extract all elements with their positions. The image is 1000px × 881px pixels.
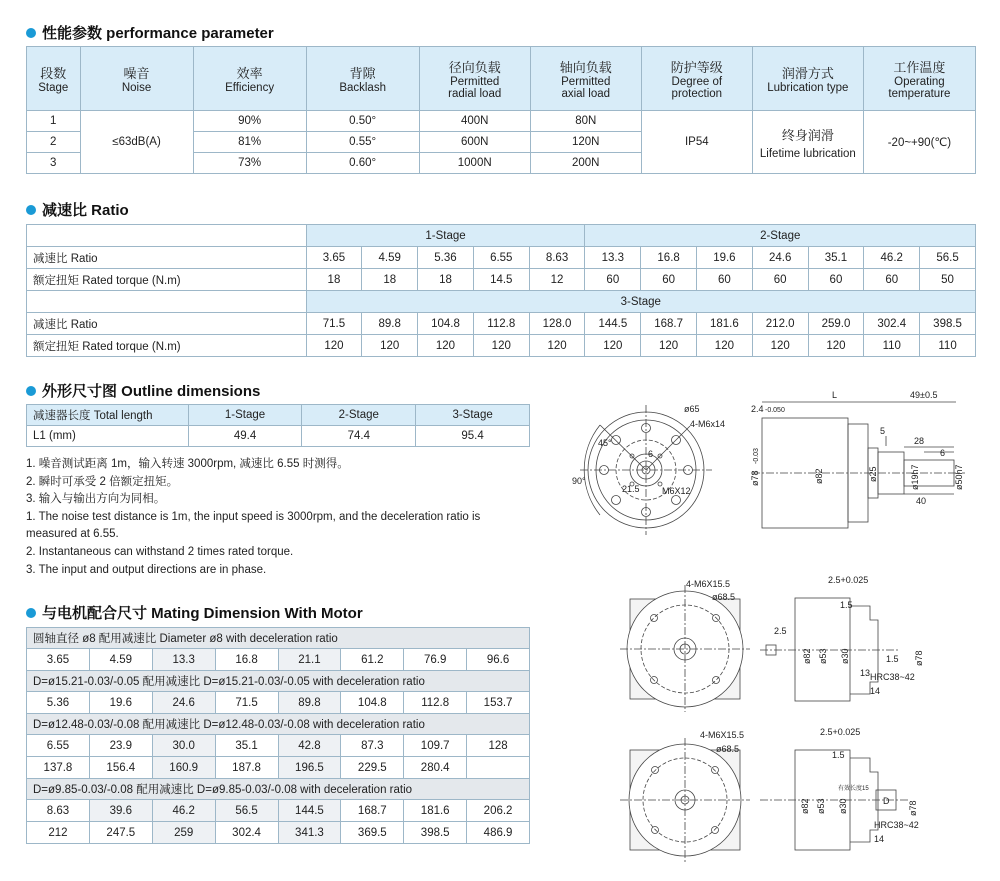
d1-r6: 6: [648, 449, 654, 459]
performance-title-text: 性能参数 performance parameter: [42, 25, 274, 42]
mating-group-title: D=ø9.85-0.03/-0.08 配用减速比 D=ø9.85-0.03/-0.08 with deceleration ratio: [27, 779, 530, 800]
efficiency-cell: 90%: [193, 111, 306, 132]
radial-load-cell: 400N: [419, 111, 530, 132]
header-line: 润滑方式: [781, 66, 834, 81]
stage3-header: 3-Stage: [306, 291, 975, 313]
mating-ratio-cell: 398.5: [404, 822, 467, 844]
mating-ratio-cell: 16.8: [215, 649, 278, 671]
d4-phi685: ø68.5: [716, 744, 740, 754]
mating-ratio-cell: 6.55: [27, 735, 90, 757]
header-line: 径向负载: [448, 60, 501, 75]
ratio-value-cell: 212.0: [752, 313, 808, 335]
mating-ratio-cell: 302.4: [215, 822, 278, 844]
ratio-value-cell: 110: [920, 335, 976, 357]
ratio-value-cell: 128.0: [529, 313, 585, 335]
note-line: 1. The noise test distance is 1m, the input speed is 3000rpm, and the deceleration ratio is: [26, 510, 481, 523]
mating-ratio-cell: 206.2: [467, 800, 530, 822]
note-line: 2. 瞬时可承受 2 倍额定扭矩。: [26, 475, 179, 488]
backlash-cell: 0.60°: [306, 153, 419, 174]
header-line: 效率: [236, 66, 263, 81]
d1-angle45: 45°: [598, 438, 612, 448]
mating-front-view-2: [620, 730, 750, 862]
mating-ratio-cell: 21.1: [278, 649, 341, 671]
header-line: Permitted: [561, 76, 611, 88]
d2-phi50: ø50h7: [954, 464, 964, 490]
temperature-cell: -20~+90(℃): [863, 111, 975, 174]
ratio-value-cell: 168.7: [641, 313, 697, 335]
ratio-value-cell: 19.6: [697, 247, 753, 269]
ratio-value-cell: 71.5: [306, 313, 362, 335]
note-line: 3. The input and output directions are in phase.: [26, 563, 267, 576]
mating-group-title: 圆轴直径 ø8 配用减速比 Diameter ø8 with deceleration ratio: [27, 628, 530, 649]
ratio-value-cell: 18: [418, 269, 474, 291]
mating-ratio-cell: 46.2: [152, 800, 215, 822]
ratio-value-cell: 60: [641, 269, 697, 291]
mating-ratio-cell: 181.6: [404, 800, 467, 822]
header-line: protection: [671, 88, 723, 100]
stage-cell: 3: [27, 153, 81, 174]
radial-load-cell: 1000N: [419, 153, 530, 174]
mating-ratio-cell: 109.7: [404, 735, 467, 757]
ratio-value-cell: 398.5: [920, 313, 976, 335]
ratio-value-cell: 46.2: [864, 247, 920, 269]
d3-v13: 13: [860, 668, 871, 678]
d4-v15: 1.5: [832, 750, 845, 760]
ratio-value-cell: 120: [362, 335, 418, 357]
d2-tol: -0.050: [765, 407, 785, 414]
axial-load-cell: 200N: [530, 153, 641, 174]
mating-ratio-cell: 259: [152, 822, 215, 844]
stage-cell: 2: [27, 132, 81, 153]
d2-phi25: ø25: [868, 466, 878, 482]
d2-28: 28: [914, 436, 925, 446]
d4-phi78: ø78: [908, 800, 918, 816]
axial-load-cell: 80N: [530, 111, 641, 132]
mating-ratio-cell: 247.5: [89, 822, 152, 844]
d2-phi82: ø82: [814, 468, 824, 484]
mating-ratio-cell: 87.3: [341, 735, 404, 757]
header-line: axial load: [561, 88, 611, 100]
d2-phi19: ø19h7: [910, 464, 920, 490]
ratio-title-text: 减速比 Ratio: [42, 202, 129, 219]
header-line: Backlash: [339, 82, 386, 94]
ratio-value-cell: 6.55: [473, 247, 529, 269]
mating-front-view-1: [620, 579, 750, 712]
radial-load-cell: 600N: [419, 132, 530, 153]
mating-ratio-cell: 4.59: [89, 649, 152, 671]
note-line: 3. 输入与输出方向为同相。: [26, 493, 166, 506]
d2-tol78: -0.03: [753, 448, 760, 464]
l1-value: 74.4: [302, 426, 416, 447]
d4-D: D: [883, 796, 890, 806]
ratio-value-cell: 50: [920, 269, 976, 291]
ratio-value-cell: 120: [697, 335, 753, 357]
mating-ratio-cell: 35.1: [215, 735, 278, 757]
note-line: 1. 噪音测试距离 1m，输入转速 3000rpm, 减速比 6.55 时测得。: [26, 458, 349, 470]
ratio-value-cell: 110: [864, 335, 920, 357]
ratio-value-cell: 60: [585, 269, 641, 291]
mating-side-view-2: [760, 727, 919, 850]
mating-ratio-cell: 30.0: [152, 735, 215, 757]
header-line: Degree of: [671, 76, 723, 88]
protection-cell: IP54: [641, 111, 752, 174]
mating-ratio-cell: 280.4: [404, 757, 467, 779]
mating-ratio-cell: 168.7: [341, 800, 404, 822]
outline-title-text: 外形尺寸图 Outline dimensions: [42, 383, 261, 400]
mating-ratio-cell: 196.5: [278, 757, 341, 779]
mating-ratio-cell: 56.5: [215, 800, 278, 822]
mating-side-view-1: [760, 575, 924, 701]
d3-phi685: ø68.5: [712, 592, 736, 602]
ratio-value-cell: 60: [697, 269, 753, 291]
ratio-value-cell: 120: [473, 335, 529, 357]
d4-v25t: 2.5+0.025: [820, 727, 861, 737]
d3-hrc: HRC38~42: [870, 672, 915, 682]
header-line: temperature: [888, 88, 951, 100]
ratio-value-cell: 14.5: [473, 269, 529, 291]
d4-v14: 14: [874, 834, 885, 844]
d1-r215: 21.5: [622, 484, 640, 494]
ratio-label: 减速比 Ratio: [27, 247, 307, 269]
header-line: 防护等级: [670, 60, 723, 75]
d3-v15b: 1.5: [886, 654, 899, 664]
mating-ratio-cell: 39.6: [89, 800, 152, 822]
ratio-value-cell: 18: [362, 269, 418, 291]
d2-forty: 40: [916, 496, 927, 506]
mating-ratio-cell: 187.8: [215, 757, 278, 779]
ratio-value-cell: 181.6: [697, 313, 753, 335]
mating-ratio-cell: 23.9: [89, 735, 152, 757]
d3-phi30: ø30: [840, 648, 850, 664]
ratio-value-cell: 259.0: [808, 313, 864, 335]
stage3-header: 3-Stage: [416, 405, 530, 426]
d3-v25t: 2.5+0.025: [828, 575, 869, 585]
mating-group-title: D=ø15.21-0.03/-0.05 配用减速比 D=ø15.21-0.03/-0.05 with deceleration ratio: [27, 671, 530, 692]
mating-ratio-cell: 128: [467, 735, 530, 757]
mating-ratio-cell: 61.2: [341, 649, 404, 671]
d3-v25: 2.5: [774, 626, 787, 636]
mating-ratio-cell: 153.7: [467, 692, 530, 714]
torque-label: 额定扭矩 Rated torque (N.m): [27, 335, 307, 357]
mating-ratio-cell: 13.3: [152, 649, 215, 671]
ratio-value-cell: 120: [808, 335, 864, 357]
l1-label: L1 (mm): [27, 426, 189, 447]
note-line: measured at 6.55.: [26, 528, 119, 541]
header-line: Stage: [38, 82, 69, 94]
ratio-value-cell: 13.3: [585, 247, 641, 269]
ratio-value-cell: 120: [752, 335, 808, 357]
d1-m6x12: M6X12: [662, 486, 691, 496]
d2-six: 6: [940, 448, 946, 458]
d3-v15: 1.5: [840, 600, 853, 610]
d3-m6: 4-M6X15.5: [686, 579, 731, 589]
ratio-value-cell: 120: [641, 335, 697, 357]
note-line: 2. Instantaneous can withstand 2 times rated torque.: [26, 545, 294, 558]
d3-phi82: ø82: [802, 648, 812, 664]
lube-en: Lifetime lubrication: [759, 147, 856, 160]
efficiency-cell: 73%: [193, 153, 306, 174]
header-line: Lubrication type: [767, 82, 849, 94]
ratio-value-cell: 56.5: [920, 247, 976, 269]
mating-ratio-cell: 486.9: [467, 822, 530, 844]
d4-hrc: HRC38~42: [874, 820, 919, 830]
mating-ratio-cell: 76.9: [404, 649, 467, 671]
ratio-value-cell: 35.1: [808, 247, 864, 269]
ratio-label: 减速比 Ratio: [27, 313, 307, 335]
lube-cn: 终身润滑: [781, 127, 834, 143]
d2-five: 5: [880, 426, 886, 436]
mating-ratio-cell: 24.6: [152, 692, 215, 714]
d2-s49: 49±0.5: [910, 390, 938, 400]
d2-len: 2.4: [751, 404, 764, 414]
d4-phi30: ø30: [838, 798, 848, 814]
header-line: Permitted: [450, 76, 500, 88]
ratio-value-cell: 60: [864, 269, 920, 291]
mating-ratio-cell: 112.8: [404, 692, 467, 714]
ratio-value-cell: 12: [529, 269, 585, 291]
noise-cell: ≤63dB(A): [80, 111, 193, 174]
mating-ratio-cell: 71.5: [215, 692, 278, 714]
header-line: 背隙: [349, 66, 376, 81]
d4-eff: 有效长度15: [838, 786, 869, 792]
stage2-header: 2-Stage: [585, 225, 976, 247]
header-line: radial load: [448, 88, 502, 100]
header-line: 段数: [40, 66, 67, 81]
efficiency-cell: 81%: [193, 132, 306, 153]
ratio-value-cell: 8.63: [529, 247, 585, 269]
ratio-value-cell: 60: [808, 269, 864, 291]
d3-v14: 14: [870, 686, 881, 696]
torque-label: 额定扭矩 Rated torque (N.m): [27, 269, 307, 291]
ratio-value-cell: 18: [306, 269, 362, 291]
mating-ratio-cell: 89.8: [278, 692, 341, 714]
header-line: Efficiency: [225, 82, 275, 94]
header-line: 轴向负载: [559, 60, 612, 75]
header-line: 噪音: [123, 66, 150, 81]
mating-ratio-cell: 137.8: [27, 757, 90, 779]
mating-ratio-cell: 341.3: [278, 822, 341, 844]
side-view-drawing: [750, 390, 965, 528]
mating-ratio-cell: 96.6: [467, 649, 530, 671]
d1-m6x14: 4-M6x14: [690, 419, 726, 429]
d2-phi78: ø78: [750, 470, 760, 486]
d4-phi82: ø82: [800, 798, 810, 814]
ratio-value-cell: 3.65: [306, 247, 362, 269]
ratio-value-cell: 112.8: [473, 313, 529, 335]
d1-angle90: 90°: [572, 476, 586, 486]
backlash-cell: 0.50°: [306, 111, 419, 132]
l1-value: 49.4: [188, 426, 302, 447]
length-header: 减速器长度 Total length: [27, 405, 189, 426]
ratio-value-cell: 120: [306, 335, 362, 357]
d2-L: L: [832, 390, 838, 400]
mating-ratio-cell: 156.4: [89, 757, 152, 779]
ratio-value-cell: 60: [752, 269, 808, 291]
header-line: Operating: [894, 76, 945, 88]
mating-ratio-cell: 369.5: [341, 822, 404, 844]
mating-ratio-cell: 144.5: [278, 800, 341, 822]
stage-cell: 1: [27, 111, 81, 132]
ratio-value-cell: 104.8: [418, 313, 474, 335]
ratio-value-cell: 5.36: [418, 247, 474, 269]
stage1-header: 1-Stage: [188, 405, 302, 426]
ratio-value-cell: 4.59: [362, 247, 418, 269]
ratio-value-cell: 16.8: [641, 247, 697, 269]
ratio-value-cell: 120: [529, 335, 585, 357]
mating-ratio-cell: 8.63: [27, 800, 90, 822]
mating-ratio-cell: 42.8: [278, 735, 341, 757]
mating-ratio-cell: 3.65: [27, 649, 90, 671]
backlash-cell: 0.55°: [306, 132, 419, 153]
d4-m6: 4-M6X15.5: [700, 730, 745, 740]
front-view-drawing: [572, 404, 725, 535]
mating-group-title: D=ø12.48-0.03/-0.08 配用减速比 D=ø12.48-0.03/-0.08 with deceleration ratio: [27, 714, 530, 735]
ratio-value-cell: 120: [418, 335, 474, 357]
ratio-value-cell: 89.8: [362, 313, 418, 335]
mating-ratio-cell: 5.36: [27, 692, 90, 714]
ratio-value-cell: 120: [585, 335, 641, 357]
ratio-value-cell: 302.4: [864, 313, 920, 335]
stage2-header: 2-Stage: [302, 405, 416, 426]
header-line: 工作温度: [893, 60, 946, 75]
ratio-value-cell: 24.6: [752, 247, 808, 269]
d3-phi53: ø53: [818, 648, 828, 664]
l1-value: 95.4: [416, 426, 530, 447]
header-line: Noise: [121, 82, 152, 94]
mating-ratio-cell: 160.9: [152, 757, 215, 779]
mating-ratio-cell: 104.8: [341, 692, 404, 714]
mating-ratio-cell: 212: [27, 822, 90, 844]
d4-phi53: ø53: [816, 798, 826, 814]
d1-phi65: ø65: [684, 404, 700, 414]
axial-load-cell: 120N: [530, 132, 641, 153]
ratio-value-cell: 144.5: [585, 313, 641, 335]
mating-ratio-cell: 229.5: [341, 757, 404, 779]
d3-phi78: ø78: [914, 650, 924, 666]
stage1-header: 1-Stage: [306, 225, 585, 247]
mating-title-text: 与电机配合尺寸 Mating Dimension With Motor: [42, 605, 363, 622]
mating-ratio-cell: 19.6: [89, 692, 152, 714]
